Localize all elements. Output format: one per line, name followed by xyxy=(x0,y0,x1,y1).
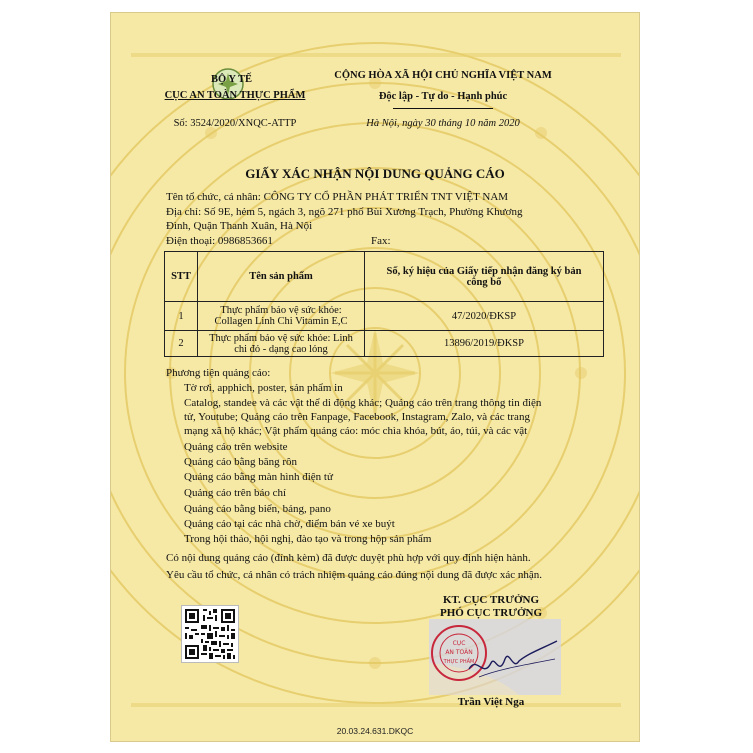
media-item: Catalog, standee và các vật thể di động khác; Quảng cáo trên trang thông tin điện xyxy=(184,397,542,409)
national-motto: Độc lập - Tự do - Hạnh phúc xyxy=(378,91,508,102)
header-product-name: Tên sản phẩm xyxy=(198,252,365,302)
document-date: Hà Nội, ngày 30 tháng 10 năm 2020 xyxy=(366,118,520,129)
media-item: tử, Youtube; Quảng cáo trên Fanpage, Facebook, Instagram, Zalo, và các trang xyxy=(184,411,530,423)
media-item: Quảng cáo trên website xyxy=(184,441,288,453)
document-footer-code: 20.03.24.631.DKQC xyxy=(336,726,414,736)
media-item: Tờ rơi, apphich, poster, sản phẩm in xyxy=(184,382,343,394)
approval-statement: Có nội dung quảng cáo (đính kèm) đã được duyệt phù hợp với quy định hiện hành. xyxy=(166,552,531,564)
country-name: CỘNG HÒA XÃ HỘI CHỦ NGHĨA VIỆT NAM xyxy=(334,70,552,81)
signer-title-1: KT. CỤC TRƯỞNG xyxy=(442,594,540,606)
row-product-name-line-1: Thực phẩm bảo vệ sức khỏe: xyxy=(220,305,342,316)
row-product-name xyxy=(198,331,365,357)
ministry-name: BỘ Y TẾ xyxy=(211,74,253,85)
agency-name: CỤC AN TOÀN THỰC PHẨM xyxy=(164,90,306,101)
media-item: Trong hội thảo, hội nghị, đào tạo và trong hộp sản phẩm xyxy=(184,533,432,545)
row-stt: 2 xyxy=(165,331,198,357)
stamp-text-line-3: THỰC PHẨM xyxy=(443,659,475,665)
product-table xyxy=(164,251,604,357)
document-page xyxy=(110,12,640,742)
row-product-name-line-2: Collagen Linh Chi Vitamin E,C xyxy=(214,316,348,327)
header-registration-line-2: công bố xyxy=(466,276,502,288)
responsibility-statement: Yêu cầu tổ chức, cá nhân có trách nhiệm quảng cáo đúng nội dung đã được xác nhận. xyxy=(166,569,543,581)
address-line-2: Đình, Quận Thanh Xuân, Hà Nội xyxy=(166,220,313,232)
signer-name: Trần Việt Nga xyxy=(457,696,525,708)
table-header-row xyxy=(165,252,604,302)
table-row xyxy=(165,302,604,331)
fax-line: Fax: xyxy=(371,235,391,247)
phone-line: Điện thoại: 0986853661 xyxy=(166,235,273,247)
row-product-name-line-1: Thực phẩm bảo vệ sức khỏe: Linh xyxy=(209,332,353,344)
qr-code xyxy=(181,605,239,663)
media-item: Quảng cáo bằng biển, bảng, pano xyxy=(184,503,331,515)
document-content xyxy=(111,13,639,741)
media-item: Quảng cáo bằng màn hình điện tử xyxy=(184,471,333,483)
stamp-text-line-2: AN TOÀN xyxy=(445,649,473,656)
qr-code-icon xyxy=(183,607,237,661)
row-product-name xyxy=(198,302,365,331)
media-item: Quảng cáo bằng băng rôn xyxy=(184,456,298,468)
media-heading: Phương tiện quảng cáo: xyxy=(166,367,271,379)
row-stt: 1 xyxy=(165,302,198,331)
official-stamp-signature xyxy=(429,619,561,695)
row-product-name-line-2: chi đỏ - dạng cao lỏng xyxy=(234,343,328,355)
media-item: mạng xã hộ khác; Vật phẩm quảng cáo: móc chìa khóa, bút, áo, túi, và các vật xyxy=(184,425,528,437)
stamp-text-line-1: CỤC xyxy=(452,640,466,647)
document-title: GIẤY XÁC NHẬN NỘI DUNG QUẢNG CÁO xyxy=(245,166,505,181)
row-registration-code: 13896/2019/ĐKSP xyxy=(365,331,604,357)
address-line-1: Địa chỉ: Số 9E, hẻm 5, ngách 3, ngõ 271 phố Bùi Xương Trạch, Phường Khương xyxy=(166,206,523,218)
header-registration-line-1: Số, ký hiệu của Giấy tiếp nhận đăng ký bản xyxy=(386,265,582,277)
organization-line: Tên tổ chức, cá nhân: CÔNG TY CỔ PHẦN PHÁT TRIỂN TNT VIỆT NAM xyxy=(166,191,509,203)
header-registration-number xyxy=(365,252,604,302)
motto-underline xyxy=(393,108,493,109)
table-row xyxy=(165,331,604,357)
row-registration-code: 47/2020/ĐKSP xyxy=(365,302,604,331)
media-item: Quảng cáo trên báo chí xyxy=(184,487,287,499)
media-item: Quảng cáo tại các nhà chờ, điểm bán vé xe buýt xyxy=(184,518,395,530)
header-stt: STT xyxy=(165,252,198,302)
document-number: Số: 3524/2020/XNQC-ATTP xyxy=(173,118,297,129)
signer-title-2: PHÓ CỤC TRƯỞNG xyxy=(439,607,543,619)
